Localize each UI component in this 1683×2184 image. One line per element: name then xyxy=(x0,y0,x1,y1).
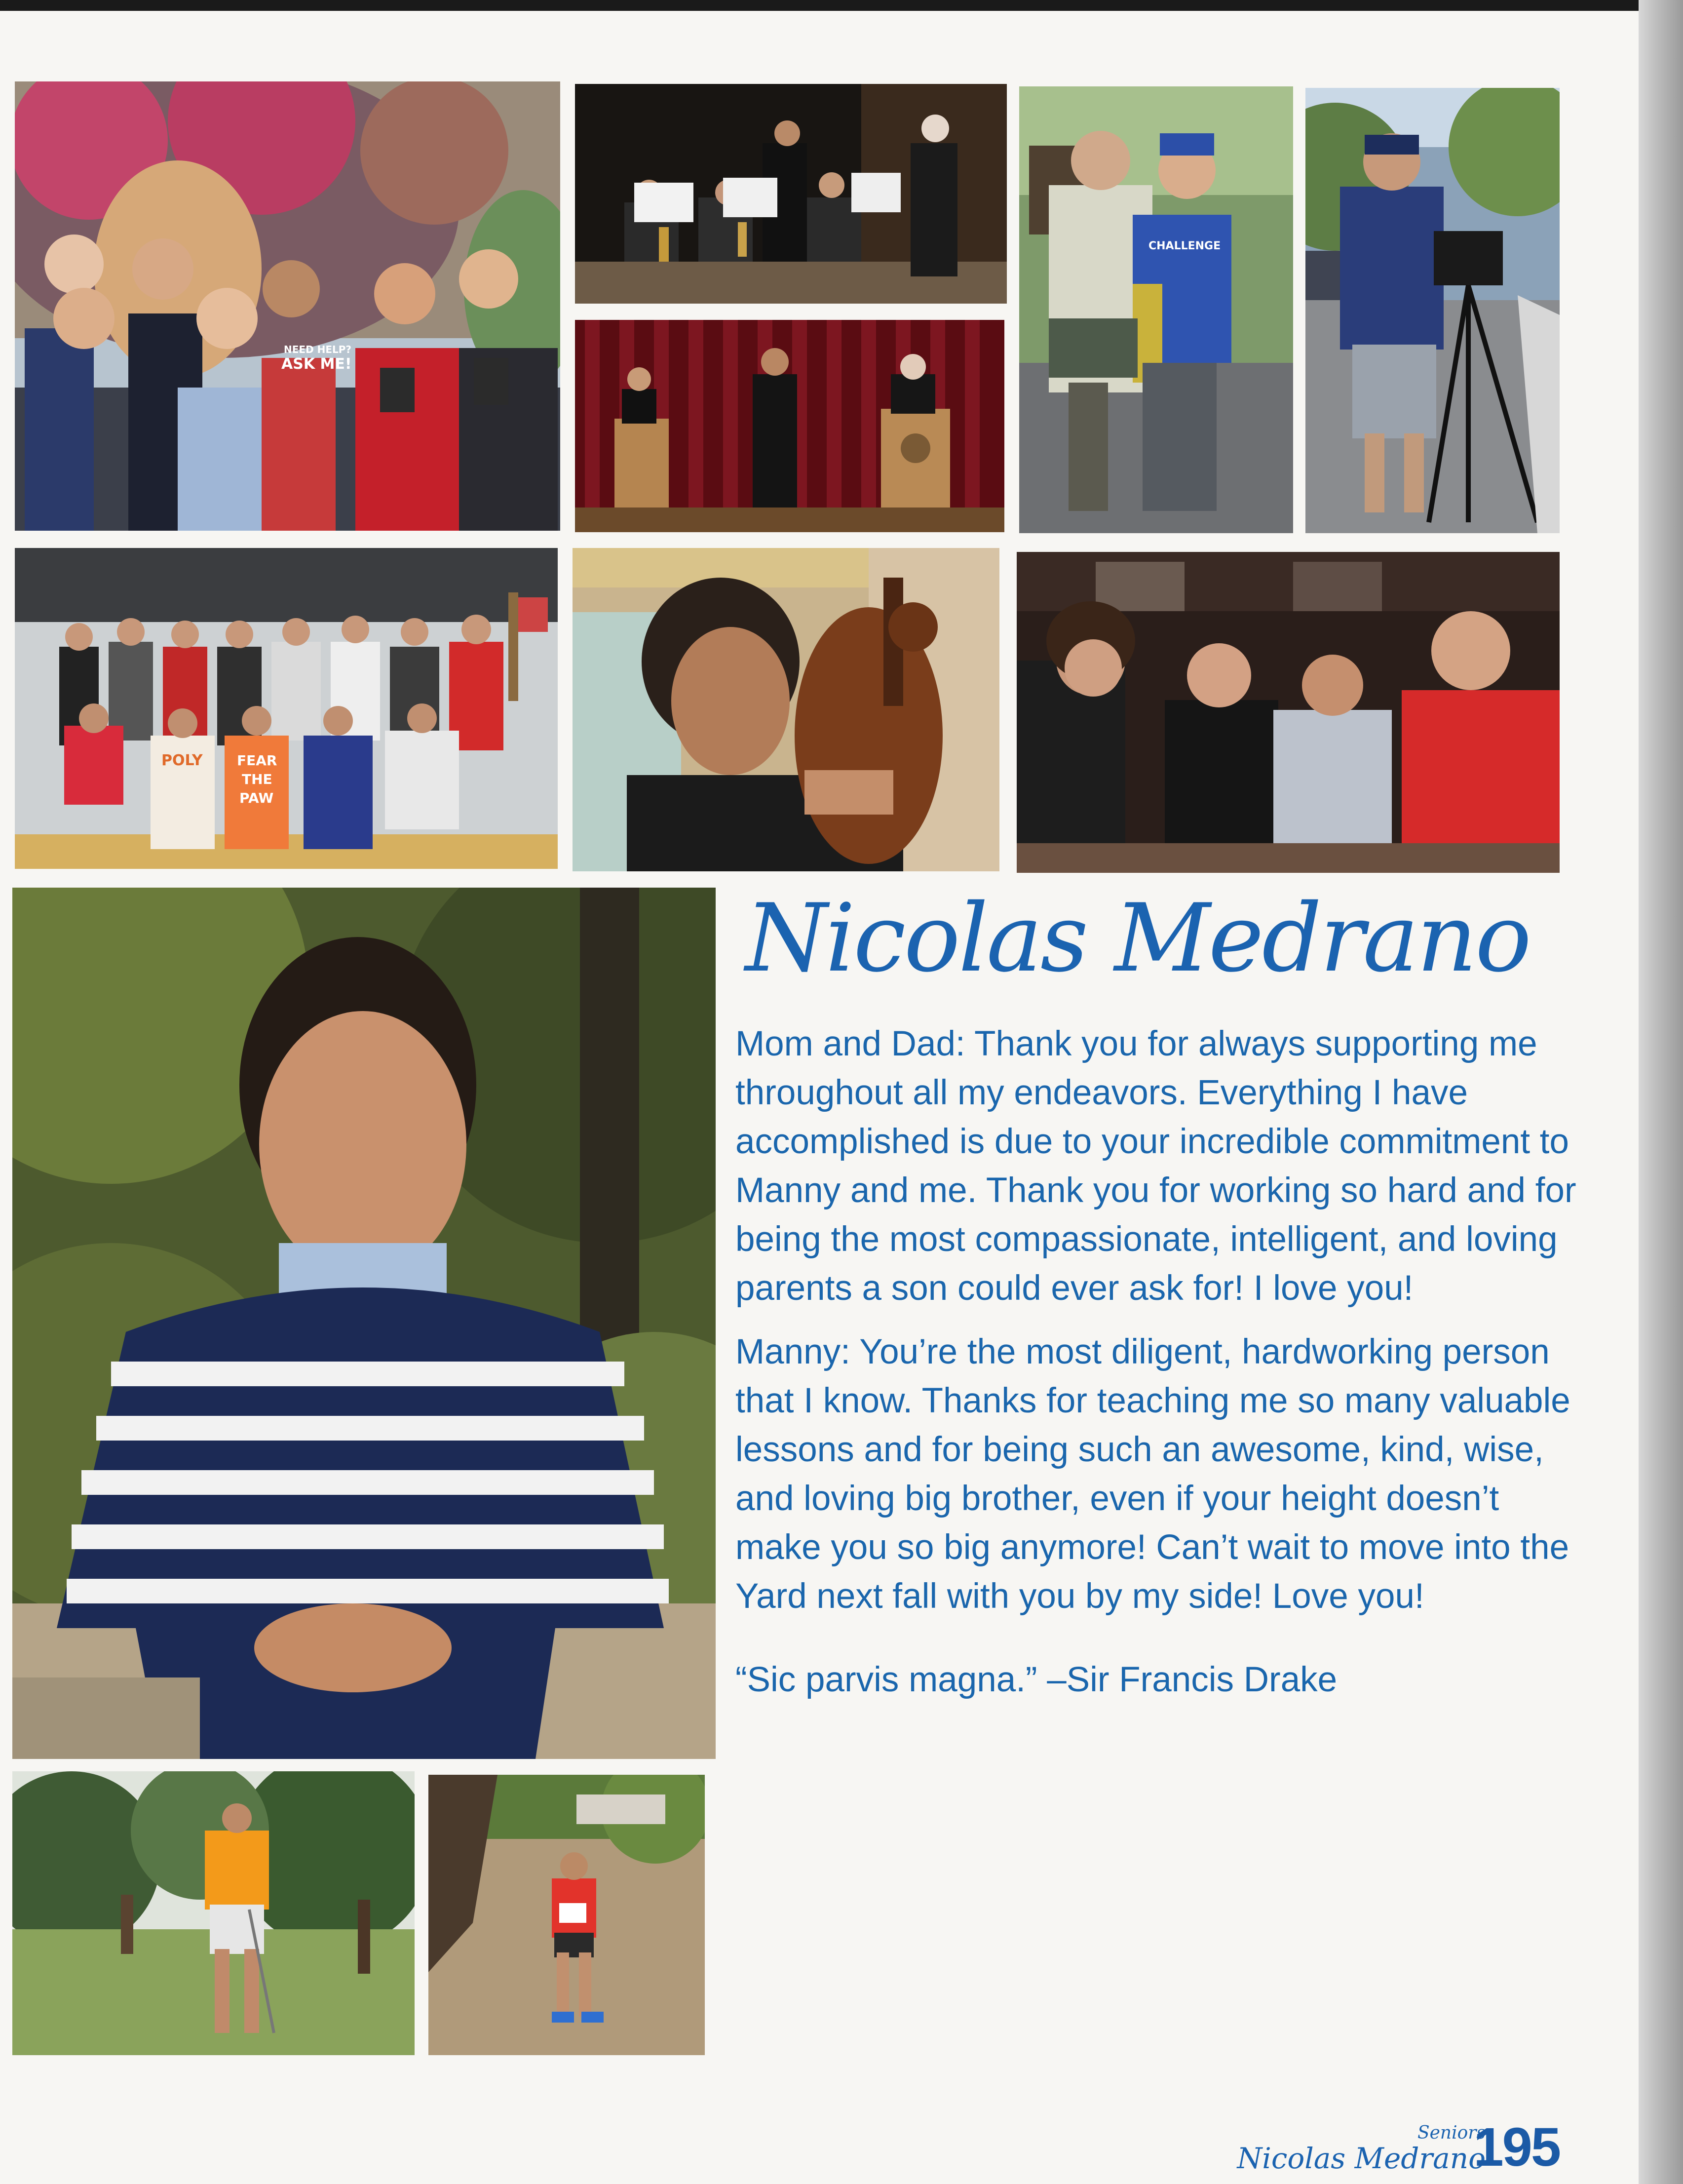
photo-jazz-band xyxy=(575,84,1007,304)
photo-videographer xyxy=(1305,88,1560,533)
shirt-text-ask-me: ASK ME! xyxy=(281,355,352,373)
shirt-text-challenge: CHALLENGE xyxy=(1148,240,1221,252)
photo-team-gym xyxy=(15,548,558,869)
scan-top-edge xyxy=(0,0,1683,11)
footer-student-name: Nicolas Medrano xyxy=(1237,2142,1486,2175)
footer-section-label: Seniors xyxy=(1417,2123,1486,2143)
shirt-text-need-help: NEED HELP? xyxy=(284,344,352,355)
photo-main-portrait xyxy=(12,888,716,1759)
shirt-text-fear: FEAR xyxy=(237,752,277,769)
photo-golf xyxy=(12,1771,415,2055)
page-number: 195 xyxy=(1473,2117,1560,2178)
photo-debate-stage xyxy=(575,320,1004,532)
paragraph-parents: Mom and Dad: Thank you for always supporting me throughout all my endeavors. Everything I have accomplished is due to your incredible commitment to Manny and me. Thank you for working so hard and for being the most compassionate, intelligent, and loving parents a son could ever ask for! I love you! xyxy=(735,1024,1576,1308)
photo-hikers xyxy=(1019,86,1293,533)
shirt-text-the: THE xyxy=(242,771,272,787)
photo-family-dinner xyxy=(1017,552,1560,873)
shirt-text-paw: PAW xyxy=(239,790,274,806)
paragraph-brother: Manny: You’re the most diligent, hardworking person that I know. Thanks for teaching me so many valuable lessons and for being such an awesome, kind, wise, and loving big brother, even if your height doesn’t make you so big anymore! Can’t wait to move into the Yard next fall with you by my side! Love you! xyxy=(735,1332,1570,1616)
photo-cross-country xyxy=(428,1775,705,2055)
shirt-text-poly: POLY xyxy=(161,752,203,769)
page-binding-edge xyxy=(1639,0,1683,2184)
photo-cellist xyxy=(573,548,999,871)
student-name-title: Nicolas Medrano xyxy=(745,884,1530,993)
tribute-text xyxy=(735,1019,1584,1719)
senior-quote: “Sic parvis magna.” –Sir Francis Drake xyxy=(735,1660,1338,1699)
photo-award-group xyxy=(15,81,560,531)
